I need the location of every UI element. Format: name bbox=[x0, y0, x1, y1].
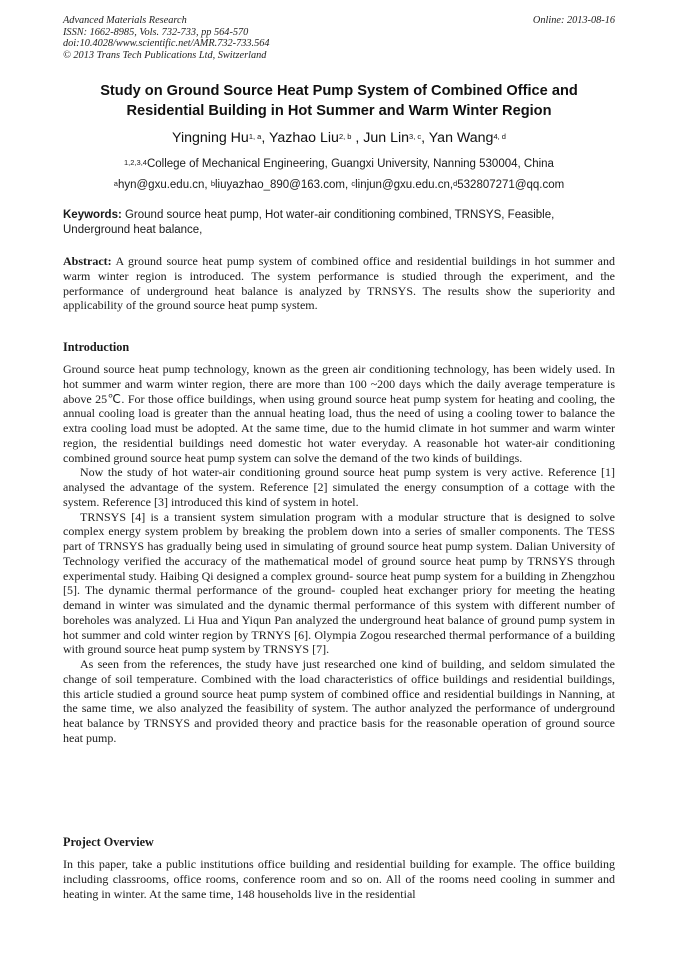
keywords-text: Ground source heat pump, Hot water-air conditioning combined, TRNSYS, Feasible, Underground heat balance, bbox=[63, 209, 555, 236]
section-heading-project-overview: Project Overview bbox=[63, 835, 154, 849]
paragraph: In this paper, take a public institutions office building and residential building for example. The office building including classrooms, office rooms, conference room and so on. All of the rooms need cooling in summer and heating in winter. At the same time, 148 households live in the residential bbox=[63, 857, 615, 901]
email-address: 532807271@qq.com bbox=[457, 179, 565, 191]
paragraph: TRNSYS [4] is a transient system simulation program with a modular structure that is designed to solve complex energy system problem by breaking the problem down into a series of smaller components. The TESS part of TRNSYS has gradually being used in simulating of ground source heat pump system. Dalian University of Technology verified the accuracy of the mathematical model of ground source heat pump by TRNSYS through experimental study. Haibing Qi designed a complex ground- source heat pump system for a building in Zhengzhou [5]. The dynamic thermal performance of the ground- coupled heat exchanger priory for meeting the heating demand in winter was simulated and the dynamic thermal performance of this system with different number of boreholes was analyzed. Li Hua and Yiqun Pan analyzed the underground heat balance of ground pump system in hot summer and cold winter region by TRNYS [6]. Olympia Zogou researched thermal performance of a building with ground source heat pump system by TRNSYS [7]. bbox=[63, 509, 615, 657]
paragraph: Ground source heat pump technology, known as the green air conditioning technology, has been widely used. In hot summer and warm winter region, there are more than 100 ~200 days which the daily average temperature is above 25℃. For those office buildings, when using ground source heat pump system for heating and cooling, the annual cooling load is greater than the annual heating load, thus the need of using a cooling tower to balance the extra cooling load must be adopted. At the same time, due to the humid climate in hot summer and warm winter region, the residential buildings need domestic hot water everyday. A reasonable hot water-air conditioning combined ground source heat pump system can solve the demand of the two kinds of buildings. bbox=[63, 362, 615, 465]
author-superscript: 1, a bbox=[248, 132, 262, 141]
email-address: hyn@gxu.edu.cn, bbox=[117, 179, 211, 191]
email-address: linjun@gxu.edu.cn, bbox=[355, 179, 454, 191]
author-superscript: 3, c bbox=[409, 132, 422, 141]
introduction-body bbox=[63, 362, 615, 746]
title-line-1: Study on Ground Source Heat Pump System of Combined Office and bbox=[100, 83, 578, 99]
author-list: Yingning Hu$^{1, a}$, Yazhao Liu$^{2, b}$ , Jun Lin$^{3, c}$, Yan Wang$^{4, d}$ bbox=[172, 130, 506, 146]
affiliation-superscript: 1,2,3,4 bbox=[124, 158, 147, 167]
email-address: liuyazhao_890@163.com, bbox=[215, 179, 352, 191]
email-superscript: d bbox=[453, 179, 458, 188]
author-superscript: 2, b bbox=[338, 132, 352, 141]
abstract bbox=[63, 254, 615, 313]
journal-doi: doi:10.4028/www.scientific.net/AMR.732-733.564 bbox=[63, 38, 270, 50]
paper-title bbox=[63, 81, 615, 121]
keywords bbox=[63, 208, 615, 237]
section-heading-introduction: Introduction bbox=[63, 340, 130, 354]
journal-copyright: © 2013 Trans Tech Publications Ltd, Switzerland bbox=[63, 49, 267, 61]
journal-header bbox=[63, 15, 270, 61]
paragraph: Now the study of hot water-air conditioning ground source heat pump system is very active. Reference [1] analysed the advantage of the system. Reference [2] simulated the energy consumption of a cottage with the system. Reference [3] introduced this kind of system in hotel. bbox=[63, 465, 615, 509]
paragraph: As seen from the references, the study have just researched one kind of building, and seldom simulated the change of soil temperature. Combined with the load characteristics of office buildings and residential buildings, this article studied a ground source heat pump system of combined office and residential buildings in Nanning, at the same time, we also analyzed the feasibility of system. The author analyzed the performance of underground heat balance by TRNSYS and provided theory and practice basis for the reasonable operation of ground source heat pump. bbox=[63, 657, 615, 745]
author-name: Yan Wang bbox=[428, 130, 494, 146]
journal-issn: ISSN: 1662-8985, Vols. 732-733, pp 564-570 bbox=[63, 26, 249, 38]
project-overview-body bbox=[63, 857, 615, 901]
author-name: Jun Lin bbox=[363, 130, 410, 146]
email-list bbox=[63, 178, 615, 192]
title-line-2: Residential Building in Hot Summer and Warm Winter Region bbox=[126, 103, 552, 119]
email-superscript: a bbox=[113, 179, 118, 188]
author-name: Yazhao Liu bbox=[268, 130, 339, 146]
abstract-label: Abstract: bbox=[63, 254, 112, 268]
author-name: Yingning Hu bbox=[172, 130, 249, 146]
email-superscript: b bbox=[210, 179, 215, 188]
keywords-label: Keywords: bbox=[63, 209, 122, 221]
email-superscript: c bbox=[351, 179, 356, 188]
journal-name: Advanced Materials Research bbox=[63, 15, 187, 26]
author-superscript: 4, d bbox=[493, 132, 506, 141]
abstract-text: A ground source heat pump system of combined office and residential buildings in hot summer and warm winter region is introduced. The system performance is studied through the experiment, and the performance of underground heat balance is analyzed by TRNSYS. The results show the superiority and applicability of the ground source heat pump system. bbox=[63, 254, 615, 313]
online-date: Online: 2013-08-16 bbox=[532, 15, 615, 26]
affiliation bbox=[63, 157, 615, 171]
affiliation-text: College of Mechanical Engineering, Guangxi University, Nanning 530004, China bbox=[146, 158, 554, 170]
